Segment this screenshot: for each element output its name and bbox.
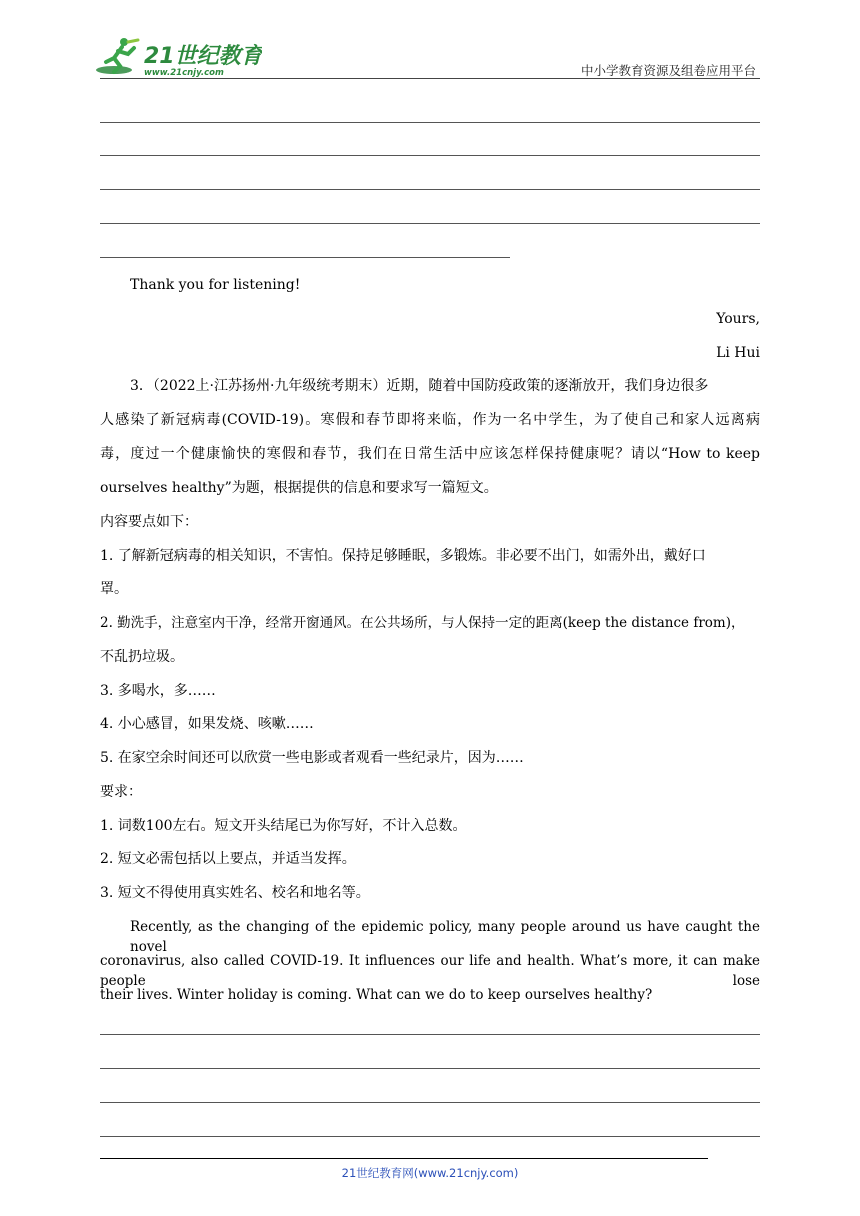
essay-opening-line: Recently, as the changing of the epidemic policy, many people around us have caught the novel <box>130 919 760 955</box>
answer-line[interactable] <box>100 223 760 224</box>
question-line: 3．（2022上·江苏扬州·九年级统考期末）近期，随着中国防疫政策的逐渐放开，我们身边很多 <box>130 378 709 394</box>
point-item: 4. 小心感冒，如果发烧、咳嗽…… <box>100 716 314 732</box>
answer-line[interactable] <box>100 1068 760 1069</box>
answer-line[interactable] <box>100 1136 760 1137</box>
point-item: 5. 在家空余时间还可以欣赏一些电影或者观看一些纪录片，因为…… <box>100 750 524 766</box>
point-item: 1. 了解新冠病毒的相关知识，不害怕。保持足够睡眠，多锻炼。非必要不出门，如需外出，戴好口 <box>100 548 706 564</box>
answer-line[interactable] <box>100 257 510 258</box>
answer-line[interactable] <box>100 155 760 156</box>
logo-text: 21世纪教育 <box>144 44 262 69</box>
requirement-item: 3. 短文不得使用真实姓名、校名和地名等。 <box>100 885 370 901</box>
footer-link[interactable]: 21世纪教育网(www.21cnjy.com) <box>341 1166 519 1180</box>
requirements-heading: 要求： <box>100 784 142 800</box>
letter-closing: Thank you for listening! <box>130 277 301 293</box>
point-item: 3. 多喝水，多…… <box>100 683 216 699</box>
point-item: 2. 勤洗手，注意室内干净，经常开窗通风。在公共场所，与人保持一定的距离(keep the distance from)， <box>100 615 745 631</box>
logo-url: www.21cnjy.com <box>144 68 224 78</box>
essay-opening-line: coronavirus, also called COVID-19. It influences our life and health. What’s more, it can make people lose <box>100 953 760 989</box>
runner-logo-icon <box>94 36 262 78</box>
letter-signature: Li Hui <box>716 345 760 361</box>
essay-opening-line: their lives. Winter holiday is coming. What can we do to keep ourselves healthy? <box>100 987 653 1003</box>
question-line: ourselves healthy”为题，根据提供的信息和要求写一篇短文。 <box>100 480 498 496</box>
answer-line[interactable] <box>100 189 760 190</box>
platform-name: 中小学教育资源及组卷应用平台 <box>580 63 756 78</box>
requirement-item: 2. 短文必需包括以上要点，并适当发挥。 <box>100 851 356 867</box>
site-logo <box>94 36 262 78</box>
requirement-item: 1. 词数100左右。短文开头结尾已为你写好，不计入总数。 <box>100 818 467 834</box>
point-item: 罩。 <box>100 581 128 597</box>
question-line: 人感染了新冠病毒(COVID-19)。寒假和春节即将来临，作为一名中学生，为了使自己和家人远离病 <box>100 412 760 428</box>
point-item: 不乱扔垃圾。 <box>100 649 184 665</box>
question-line: 毒，度过一个健康愉快的寒假和春节，我们在日常生活中应该怎样保持健康呢？请以“How to keep <box>100 446 760 462</box>
answer-line[interactable] <box>100 1034 760 1035</box>
answer-line[interactable] <box>100 1102 760 1103</box>
header-divider <box>100 78 760 79</box>
points-heading: 内容要点如下： <box>100 514 198 530</box>
letter-sign-off: Yours, <box>716 311 760 327</box>
answer-line[interactable] <box>100 122 760 123</box>
footer-divider <box>100 1158 708 1159</box>
